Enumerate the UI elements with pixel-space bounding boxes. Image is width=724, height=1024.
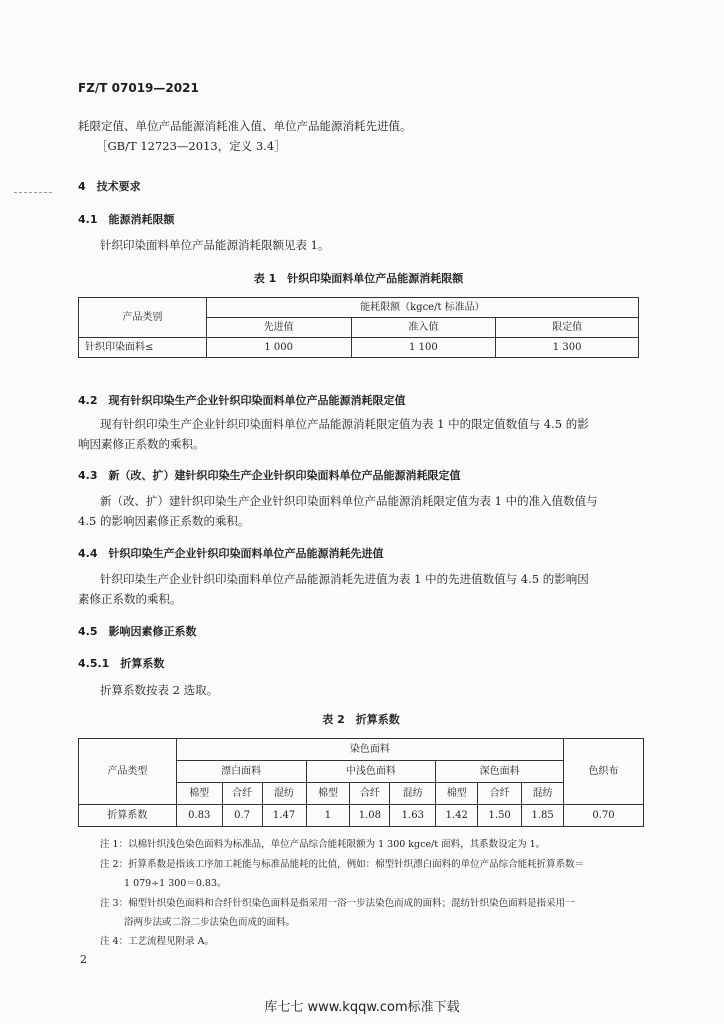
t2-sub-cotton: 棉型 — [436, 783, 478, 805]
t2-cell: 1.42 — [436, 805, 478, 827]
section-4-3-line2: 4.5 的影响因素修正系数的乘积。 — [78, 514, 250, 528]
t2-sub-cotton: 棉型 — [176, 783, 222, 805]
footer-watermark: 库七七 www.kqqw.com标准下载 — [264, 1000, 460, 1015]
t1-cell-entry: 1 100 — [351, 338, 496, 358]
t2-header-yarn: 色织布 — [564, 739, 644, 805]
t2-sub-blend: 混纺 — [262, 783, 306, 805]
t2-header-light: 中浅色面料 — [306, 761, 436, 783]
t2-cell: 0.83 — [176, 805, 222, 827]
t2-cell: 1.47 — [262, 805, 306, 827]
t2-cell: 1.63 — [390, 805, 436, 827]
t2-sub-synthetic: 合纤 — [350, 783, 390, 805]
t2-header-dark: 深色面料 — [436, 761, 564, 783]
t1-row-label: 针织印染面料≤ — [79, 338, 207, 358]
t2-cell: 0.7 — [222, 805, 262, 827]
t1-cell-limit: 1 300 — [496, 338, 639, 358]
note-2-continued: 1 079÷1 300＝0.83。 — [124, 878, 227, 889]
note-3-continued: 浴两步法或二浴二步法染色而成的面料。 — [124, 917, 296, 928]
section-4-1-heading: 4.1 能源消耗限额 — [78, 213, 175, 226]
t2-sub-blend: 混纺 — [522, 783, 564, 805]
t2-row-label: 折算系数 — [79, 805, 177, 827]
table-2 — [78, 738, 644, 827]
page-number: 2 — [80, 953, 87, 966]
table-1-caption: 表 1 针织印染面料单位产品能源消耗限额 — [253, 272, 464, 285]
t2-cell: 1 — [306, 805, 350, 827]
section-4-2-line2: 响因素修正系数的乘积。 — [78, 437, 205, 451]
section-4-heading: 4 技术要求 — [78, 180, 141, 193]
t1-header-entry: 准入值 — [351, 318, 496, 338]
section-4-5-1-heading: 4.5.1 折算系数 — [78, 657, 165, 670]
t2-header-bleach: 漂白面料 — [176, 761, 306, 783]
t1-header-limit: 限定值 — [496, 318, 639, 338]
table-2-caption: 表 2 折算系数 — [322, 713, 400, 726]
t2-sub-synthetic: 合纤 — [222, 783, 262, 805]
t1-header-advanced: 先进值 — [206, 318, 351, 338]
section-4-5-heading: 4.5 影响因素修正系数 — [78, 625, 197, 638]
t1-header-category: 产品类别 — [79, 298, 207, 338]
t1-cell-advanced: 1 000 — [206, 338, 351, 358]
t2-header-dyed: 染色面料 — [176, 739, 563, 761]
intro-reference: ［GB/T 12723—2013，定义 3.4］ — [96, 139, 286, 153]
t2-cell: 1.85 — [522, 805, 564, 827]
section-4-2-heading: 4.2 现有针织印染生产企业针织印染面料单位产品能源消耗限定值 — [78, 394, 406, 407]
t2-sub-cotton: 棉型 — [306, 783, 350, 805]
t2-cell-yarn: 0.70 — [564, 805, 644, 827]
t2-sub-blend: 混纺 — [390, 783, 436, 805]
note-1: 注 1：以棉针织浅色染色面料为标准品，单位产品综合能耗限额为 1 300 kgce/t 面料，其系数设定为 1。 — [100, 839, 546, 850]
intro-line: 耗限定值、单位产品能源消耗准入值、单位产品能源消耗先进值。 — [78, 119, 412, 133]
t2-cell: 1.50 — [478, 805, 522, 827]
table-row — [79, 805, 644, 827]
section-4-1-text: 针织印染面料单位产品能源消耗限额见表 1。 — [100, 238, 330, 252]
t1-header-group: 能耗限额（kgce/t 标准品） — [206, 298, 638, 318]
margin-mark — [14, 192, 52, 193]
section-4-3-line1: 新（改、扩）建针织印染生产企业针织印染面料单位产品能源消耗限定值为表 1 中的准入值数值与 — [100, 494, 598, 508]
table-row — [79, 338, 639, 358]
table-1 — [78, 297, 639, 358]
t2-cell: 1.08 — [350, 805, 390, 827]
note-3: 注 3：棉型针织染色面料和合纤针织染色面料是指采用一浴一步法染色而成的面料；混纺针织染色面料是指采用一 — [100, 898, 575, 909]
section-4-4-line1: 针织印染生产企业针织印染面料单位产品能源消耗先进值为表 1 中的先进值数值与 4.5 的影响因 — [100, 572, 589, 586]
section-4-2-line1: 现有针织印染生产企业针织印染面料单位产品能源消耗限定值为表 1 中的限定值数值与 4.5 的影 — [100, 417, 589, 431]
note-4: 注 4：工艺流程见附录 A。 — [100, 936, 214, 947]
t2-header-type: 产品类型 — [79, 739, 177, 805]
document-header: FZ/T 07019—2021 — [78, 81, 199, 95]
section-4-5-1-text: 折算系数按表 2 选取。 — [100, 683, 219, 697]
t2-sub-synthetic: 合纤 — [478, 783, 522, 805]
note-2: 注 2：折算系数是指该工序加工耗能与标准品能耗的比值，例如：棉型针织漂白面料的单位产品综合能耗折算系数＝ — [100, 859, 585, 870]
section-4-4-heading: 4.4 针织印染生产企业针织印染面料单位产品能源消耗先进值 — [78, 547, 384, 560]
section-4-3-heading: 4.3 新（改、扩）建针织印染生产企业针织印染面料单位产品能源消耗限定值 — [78, 469, 461, 482]
section-4-4-line2: 素修正系数的乘积。 — [78, 592, 182, 606]
